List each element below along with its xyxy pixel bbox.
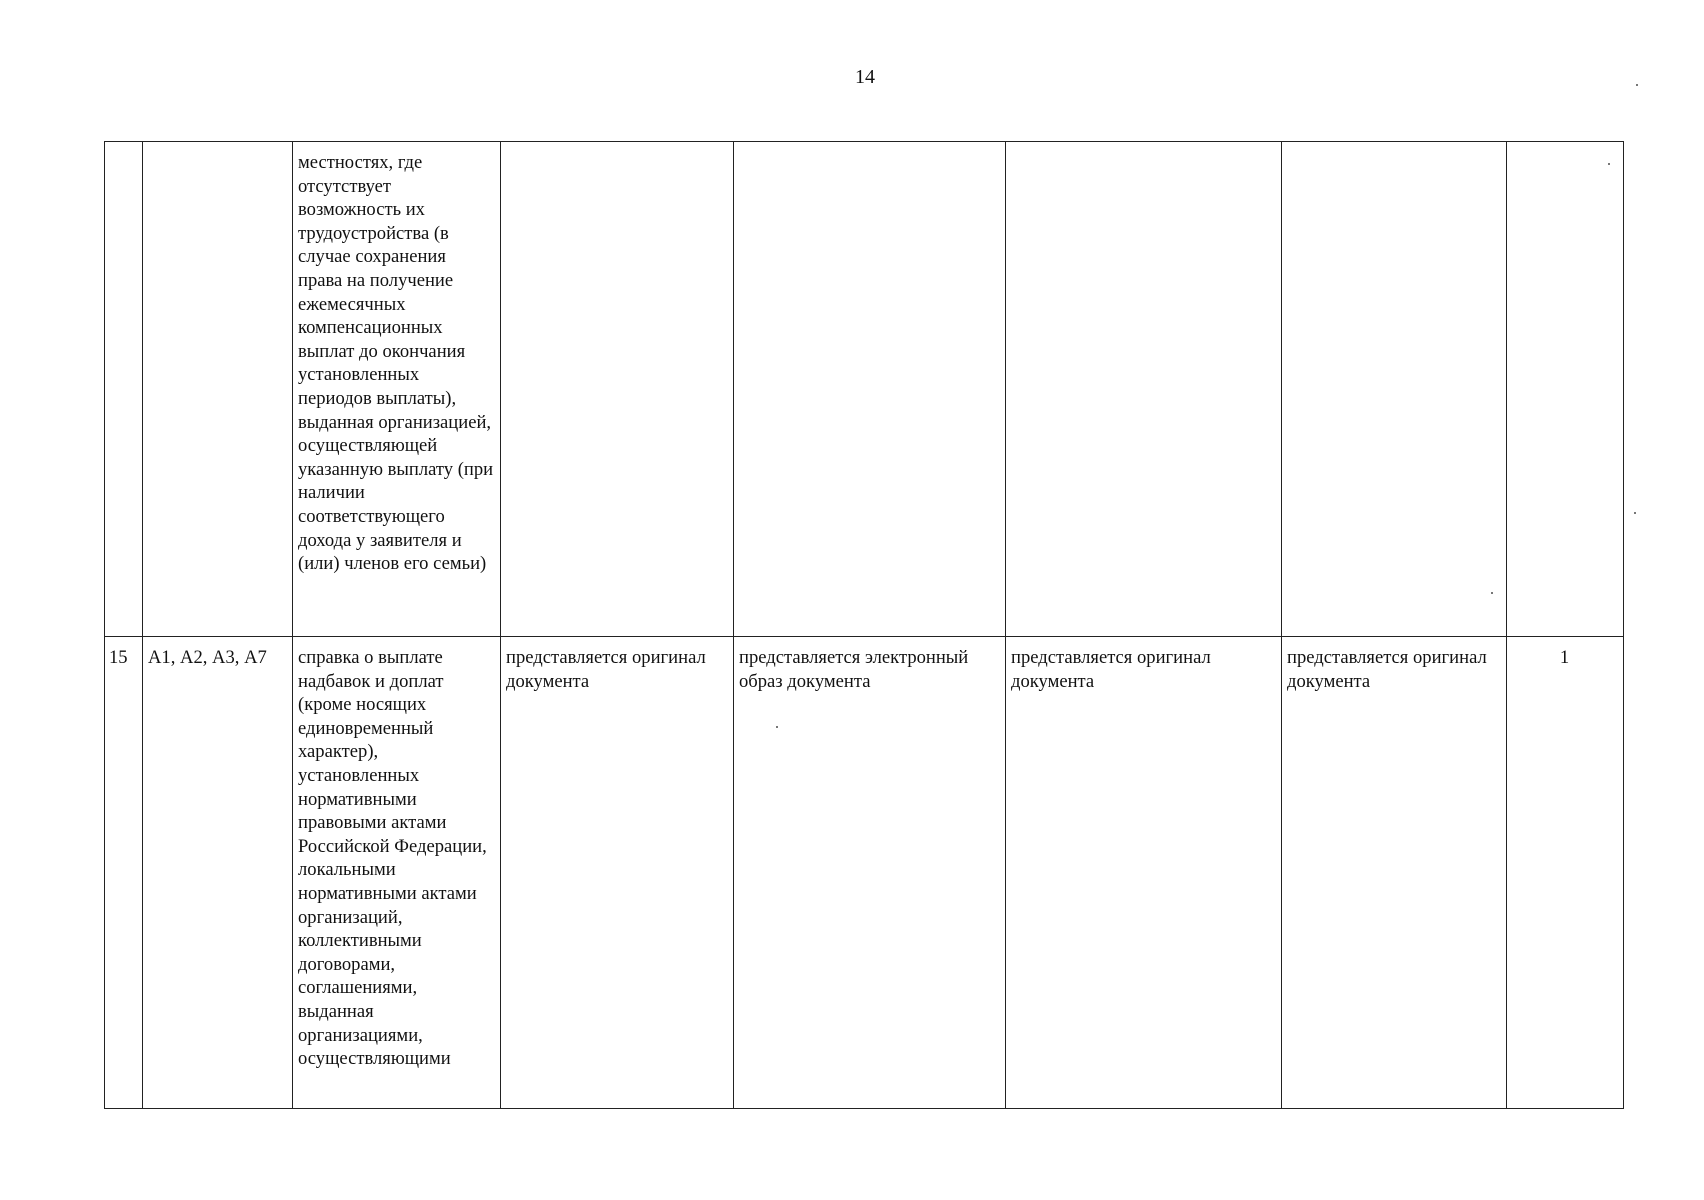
document-table — [104, 141, 1624, 1109]
row-number-cell: 15 — [105, 637, 143, 1109]
codes-cell: А1, А2, А3, А7 — [143, 637, 293, 1109]
scan-speck — [1491, 592, 1493, 594]
submission-cell-2 — [734, 142, 1006, 637]
submission-cell-3 — [1006, 142, 1282, 637]
scan-speck — [1634, 512, 1636, 514]
scan-speck — [1636, 84, 1638, 86]
row-number-cell — [105, 142, 143, 637]
submission-cell-4: представляется оригинал документа — [1282, 637, 1507, 1109]
submission-cell-1: представляется оригинал документа — [501, 637, 734, 1109]
scan-speck — [1608, 163, 1610, 165]
quantity-cell: 1 — [1507, 637, 1624, 1109]
table-row — [105, 142, 1624, 637]
quantity-cell — [1507, 142, 1624, 637]
table-row — [105, 637, 1624, 1109]
submission-cell-3: представляется оригинал документа — [1006, 637, 1282, 1109]
scan-speck — [776, 726, 778, 728]
document-name-cell: местностях, где отсутствует возможность их трудоустройства (в случае сохранения права на получение ежемесячных компенсационных выплат до окончания установленных периодов выплаты), выданная организацией, осуществляющей указанную выплату (при наличии соответствующего дохода у заявителя и (или) членов его семьи) — [293, 142, 501, 637]
document-name-cell: справка о выплате надбавок и доплат (кроме носящих единовременный характер), установленных нормативными правовыми актами Российской Федерации, локальными нормативными актами организаций, коллективными договорами, соглашениями, выданная организациями, осуществляющими — [293, 637, 501, 1109]
submission-cell-2: представляется электронный образ документа — [734, 637, 1006, 1109]
submission-cell-4 — [1282, 142, 1507, 637]
submission-cell-1 — [501, 142, 734, 637]
page-number: 14 — [855, 66, 875, 88]
codes-cell — [143, 142, 293, 637]
